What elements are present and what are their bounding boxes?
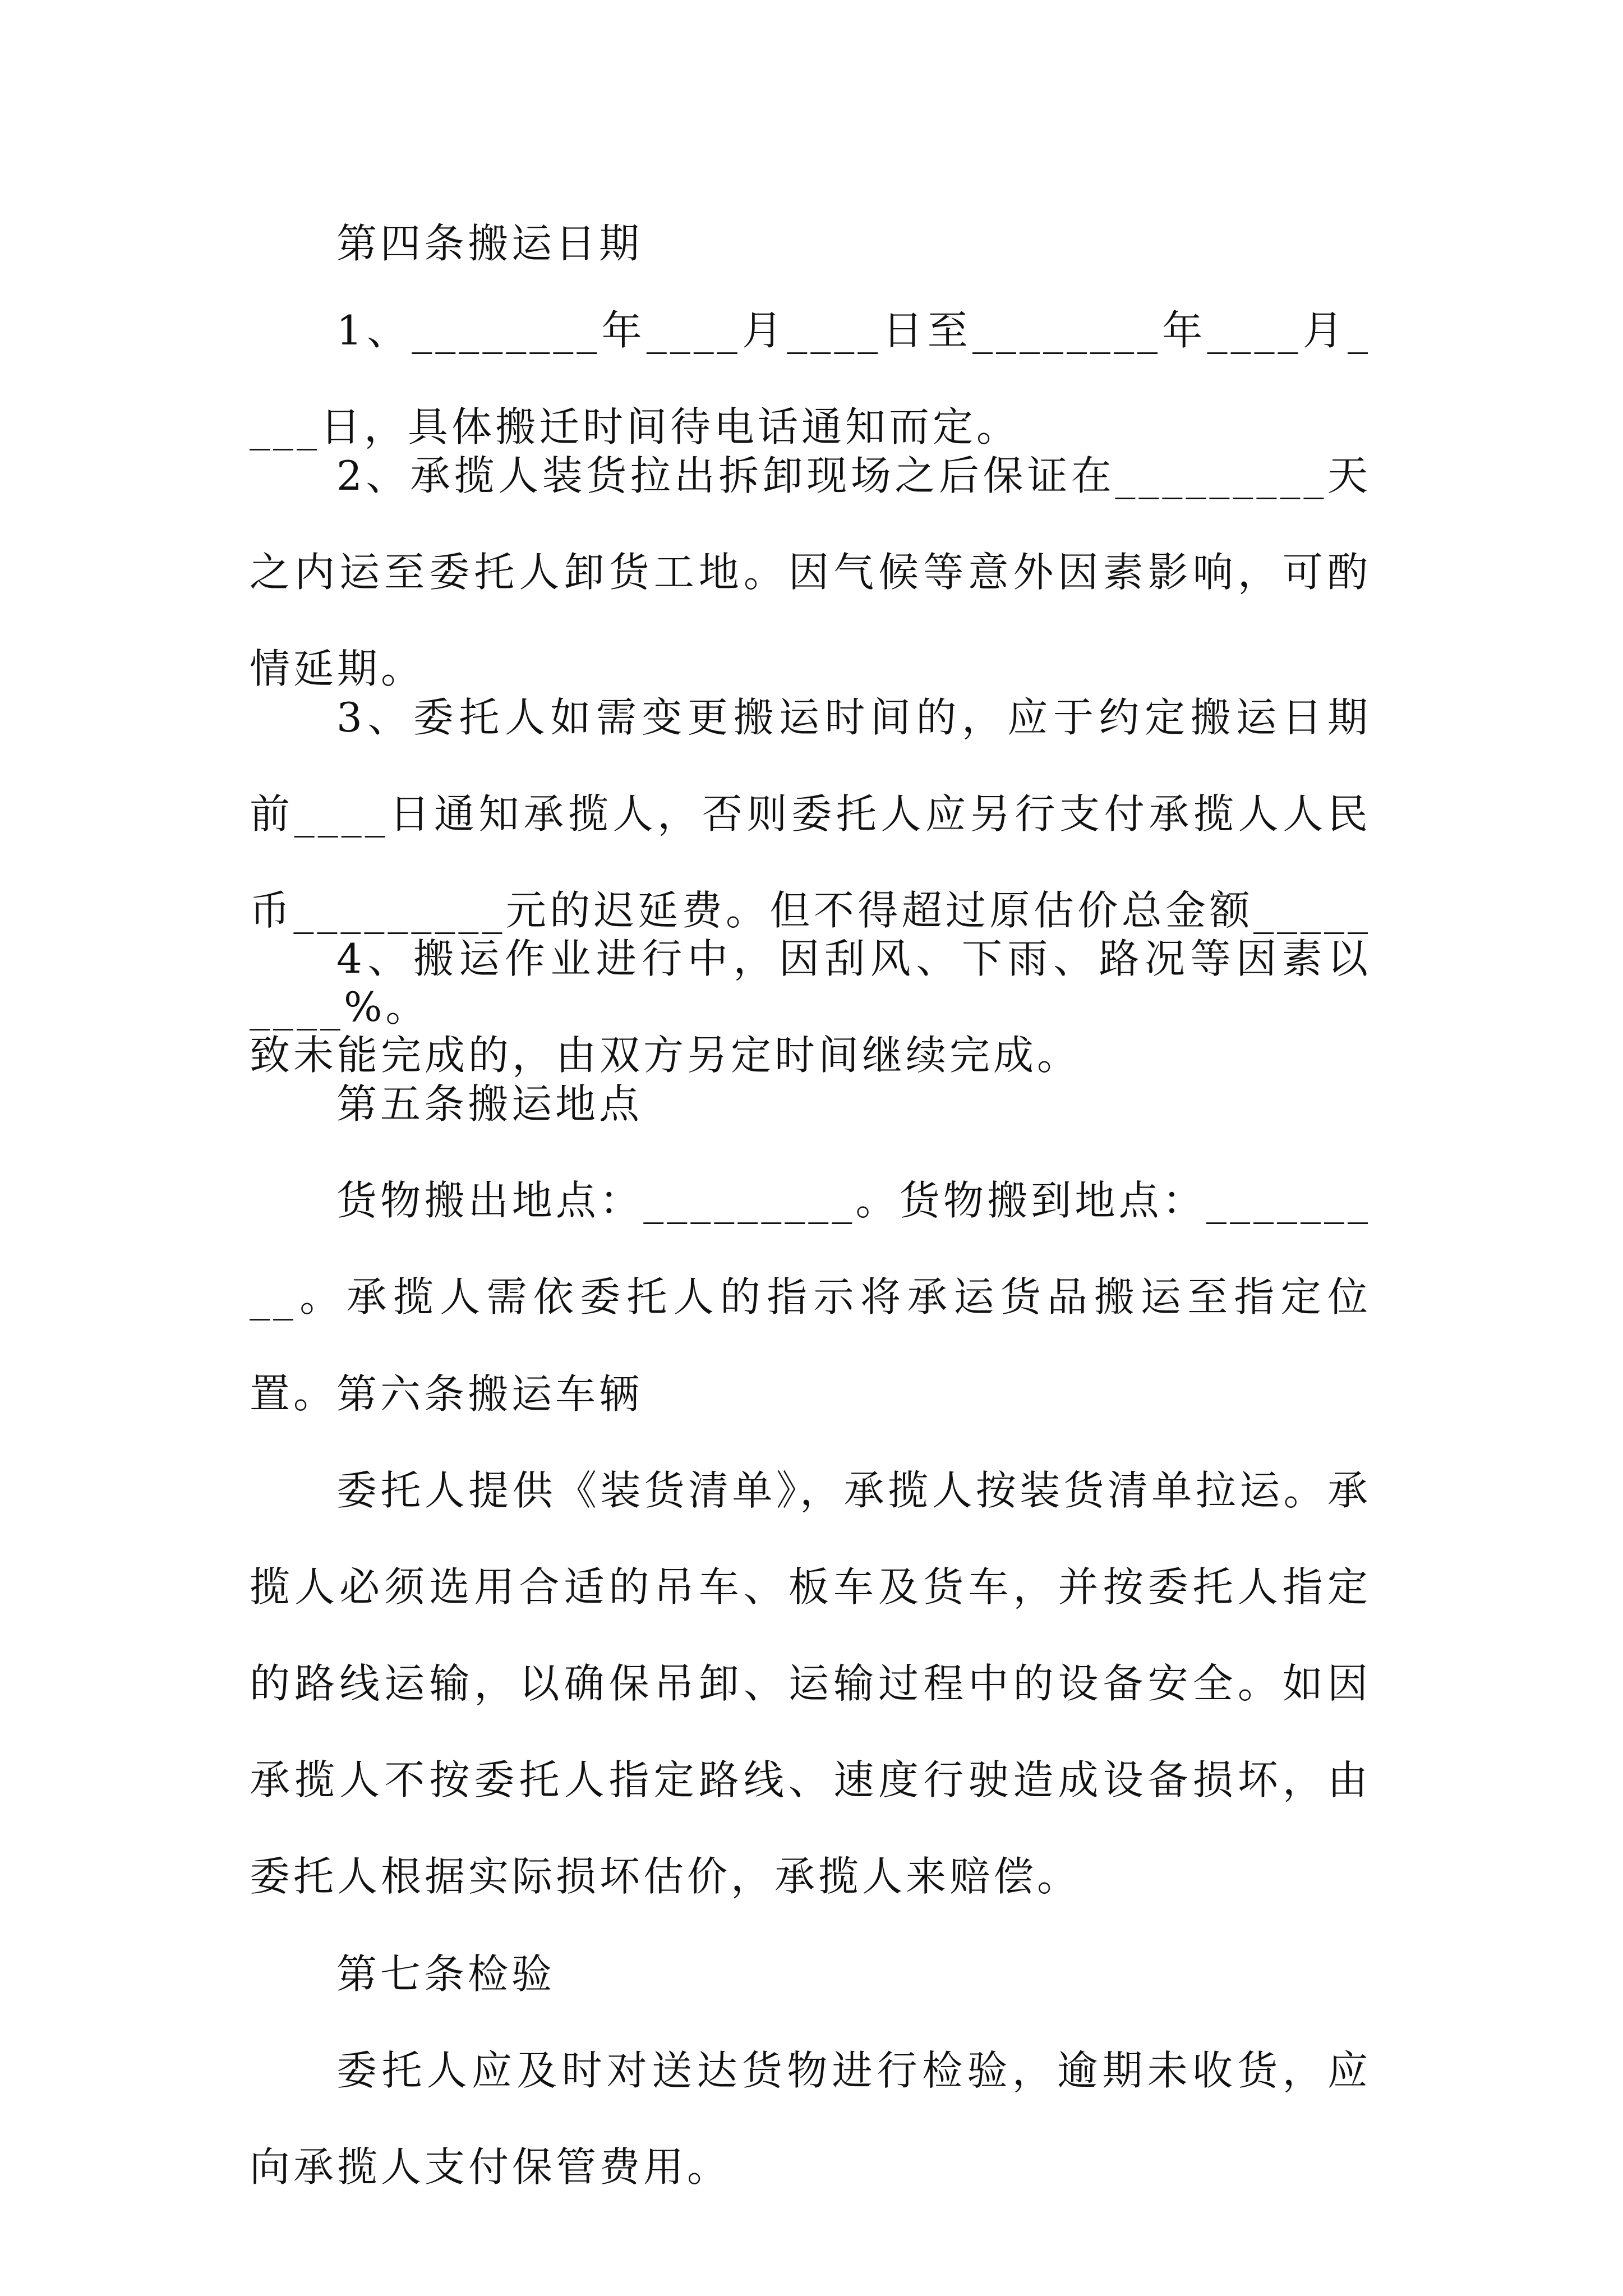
article-4-clause-4: 4、搬运作业进行中，因刮风、下雨、路况等因素以致未能完成的，由双方另定时间继续完成。 — [250, 935, 1371, 1079]
article-5-body: 货物搬出地点：_________。货物搬到地点：_________。承揽人需依委托人的指示将承运货品搬运至指定位置。 — [250, 1177, 1371, 1417]
article-5-heading: 第五条搬运地点 — [336, 1080, 643, 1128]
article-4-heading: 第四条搬运日期 — [336, 220, 643, 267]
article-6-heading: 第六条搬运车辆 — [336, 1370, 643, 1418]
article-4-clause-1: 1、________年____月____日至________年____月____日，具体搬迁时间待电话通知而定。 — [250, 307, 1371, 450]
article-4-clause-3: 3、委托人如需变更搬运时间的，应于约定搬运日期前____日通知承揽人，否则委托人应另行支付承揽人人民币_________元的迟延费。但不得超过原估价总金额_________%。 — [250, 694, 1371, 1030]
article-7-body: 委托人应及时对送达货物进行检验，逾期未收货，应向承揽人支付保管费用。 — [250, 2047, 1371, 2191]
article-4-clause-2: 2、承揽人装货拉出拆卸现场之后保证在_________天之内运至委托人卸货工地。因气候等意外因素影响，可酌情延期。 — [250, 452, 1371, 692]
article-6-body: 委托人提供《装货清单》，承揽人按装货清单拉运。承揽人必须选用合适的吊车、板车及货车，并按委托人指定的路线运输，以确保吊卸、运输过程中的设备安全。如因承揽人不按委托人指定路线、速度行驶造成设备损坏，由委托人根据实际损坏估价，承揽人来赔偿。 — [250, 1467, 1371, 1900]
article-7-heading: 第七条检验 — [336, 1950, 556, 1998]
